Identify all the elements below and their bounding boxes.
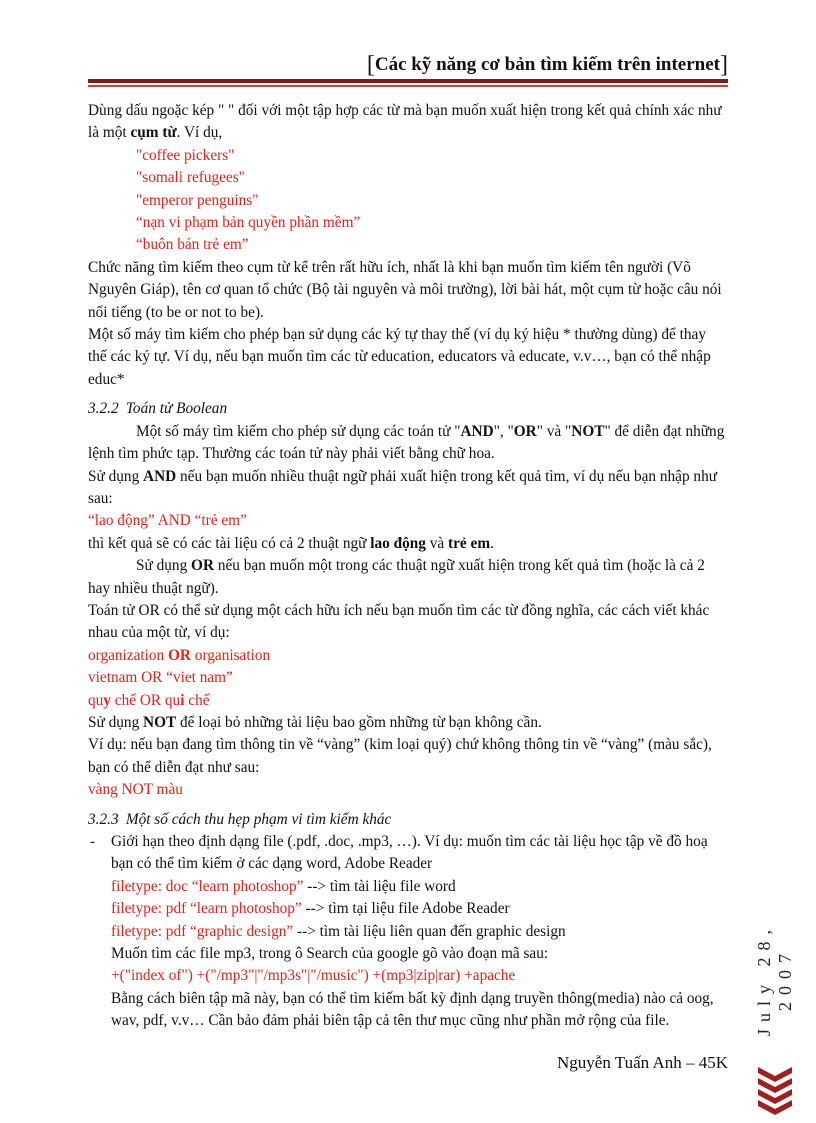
bullet-filetype: - Giới hạn theo định dạng file (.pdf, .doc, .mp3, …). Ví dụ: muốn tìm các tài liệu học tập về đồ hoạ bạn có thể tìm kiếm ở các dạng word, Adobe Reader	[90, 833, 708, 873]
section-heading-323	[88, 809, 728, 831]
term-cum-tu: cụm từ	[130, 124, 177, 142]
example-or-1: organization OR organisation	[88, 646, 271, 664]
header-open-bracket: [	[366, 52, 375, 78]
example-phrase: “nạn vi phạm bản quyền phần mềm”	[136, 214, 361, 232]
chevron-down-icon	[756, 1065, 794, 1115]
section-number: 3.2.2	[88, 400, 119, 418]
section-heading-322	[88, 398, 728, 420]
filetype-example: filetype: doc “learn photoshop” --> tìm tài liệu file word	[111, 877, 456, 895]
example-or-3: quy chế OR qui chế	[88, 691, 210, 709]
example-not: vàng NOT màu	[88, 781, 183, 799]
section-title: Một số cách thu hẹp phạm vi tìm kiếm khác	[125, 810, 392, 828]
boolean-paragraph-result: thì kết quả sẽ có các tài liệu có cả 2 thuật ngữ lao động và trẻ em.	[88, 534, 494, 552]
boolean-paragraph-synonyms: Toán tử OR có thể sử dụng một cách hữu ích nếu bạn muốn tìm các từ đồng nghĩa, các cách viết khác nhau của một từ, ví dụ:	[88, 601, 710, 642]
filetype-example: filetype: pdf “learn photoshop” --> tìm tại liệu file Adobe Reader	[111, 900, 510, 918]
intro-paragraph-1: Dùng dấu ngoặc kép " " đối với một tập hợp các từ mà bạn muốn xuất hiện trong kết quả chính xác như là một cụm từ. Ví dụ,	[88, 102, 722, 142]
page-header	[88, 52, 728, 78]
header-close-bracket: ]	[720, 52, 728, 78]
example-and: “lao động” AND “trẻ em”	[88, 512, 247, 530]
boolean-paragraph-example: Ví dụ: nếu bạn đang tìm thông tin về “vàng” (kim loại quý) chứ không thông tin về “vàng” (màu sắc), bạn có thể diễn đạt như sau:	[88, 736, 712, 776]
boolean-paragraph-1: Một số máy tìm kiếm cho phép sử dụng các toán tử "AND", "OR" và "NOT" để diễn đạt những lệnh tìm phức tạp. Thường các toán tử này phải viết bằng chữ hoa.	[88, 422, 725, 463]
page-content	[88, 100, 728, 1033]
section-number: 3.2.3	[88, 810, 119, 828]
search-code: +("index of") +("/mp3"|"/mp3s"|"/music") +(mp3|zip|rar) +apache	[111, 967, 516, 985]
intro-paragraph-3: Một số máy tìm kiếm cho phép bạn sử dụng các ký tự thay thế (ví dụ ký hiệu * thường dùng) để thay thế các ký tự. Ví dụ, nếu bạn muốn tìm các từ education, educators và educate, v.v…, bạn có thể nhập educ*	[88, 326, 711, 388]
example-phrase: "somali refugees"	[136, 169, 245, 187]
mp3-instruction: Muốn tìm các file mp3, trong ô Search của google gõ vào đoạn mã sau:	[111, 945, 549, 963]
example-phrase: "coffee pickers"	[136, 146, 235, 164]
side-date: July 28, 2007	[754, 922, 795, 1036]
example-phrase: "emperor penguins"	[136, 191, 259, 209]
header-title: Các kỹ năng cơ bản tìm kiếm trên internet	[374, 54, 720, 75]
boolean-paragraph-not: Sử dụng NOT để loại bỏ những tài liệu bao gồm những từ bạn không cần.	[88, 713, 542, 731]
closing-paragraph: Bằng cách biên tập mã này, bạn có thể tìm kiếm bất kỳ định dạng truyền thông(media) nào cả oog, wav, pdf, v.v… Cần bảo đảm phải biên tập cả tên thư mục cũng như phần mở rộng của file.	[111, 989, 714, 1030]
filetype-example: filetype: pdf “graphic design” --> tìm tài liệu liên quan đến graphic design	[111, 922, 566, 940]
boolean-paragraph-and: Sử dụng AND nếu bạn muốn nhiều thuật ngữ phải xuất hiện trong kết quả tìm, ví dụ nếu bạn nhập như sau:	[88, 467, 718, 507]
example-phrase: “buôn bán trẻ em”	[136, 236, 249, 254]
intro-paragraph-2: Chức năng tìm kiếm theo cụm từ kể trên rất hữu ích, nhất là khi bạn muốn tìm kiếm tên người (Võ Nguyên Giáp), tên cơ quan tổ chức (Bộ tài nguyên và môi trường), lời bài hát, một cụm từ hoặc câu nói nổi tiếng (to be or not to be).	[88, 258, 722, 321]
boolean-paragraph-or: Sử dụng OR nếu bạn muốn một trong các thuật ngữ xuất hiện trong kết quả tìm (hoặc là cả 2 hay nhiều thuật ngữ).	[88, 557, 705, 597]
header-rule	[88, 79, 728, 87]
section-title: Toán tử Boolean	[125, 400, 228, 418]
example-or-2: vietnam OR “viet nam”	[88, 669, 233, 687]
footer-author: Nguyễn Tuấn Anh – 45K	[557, 1053, 728, 1072]
